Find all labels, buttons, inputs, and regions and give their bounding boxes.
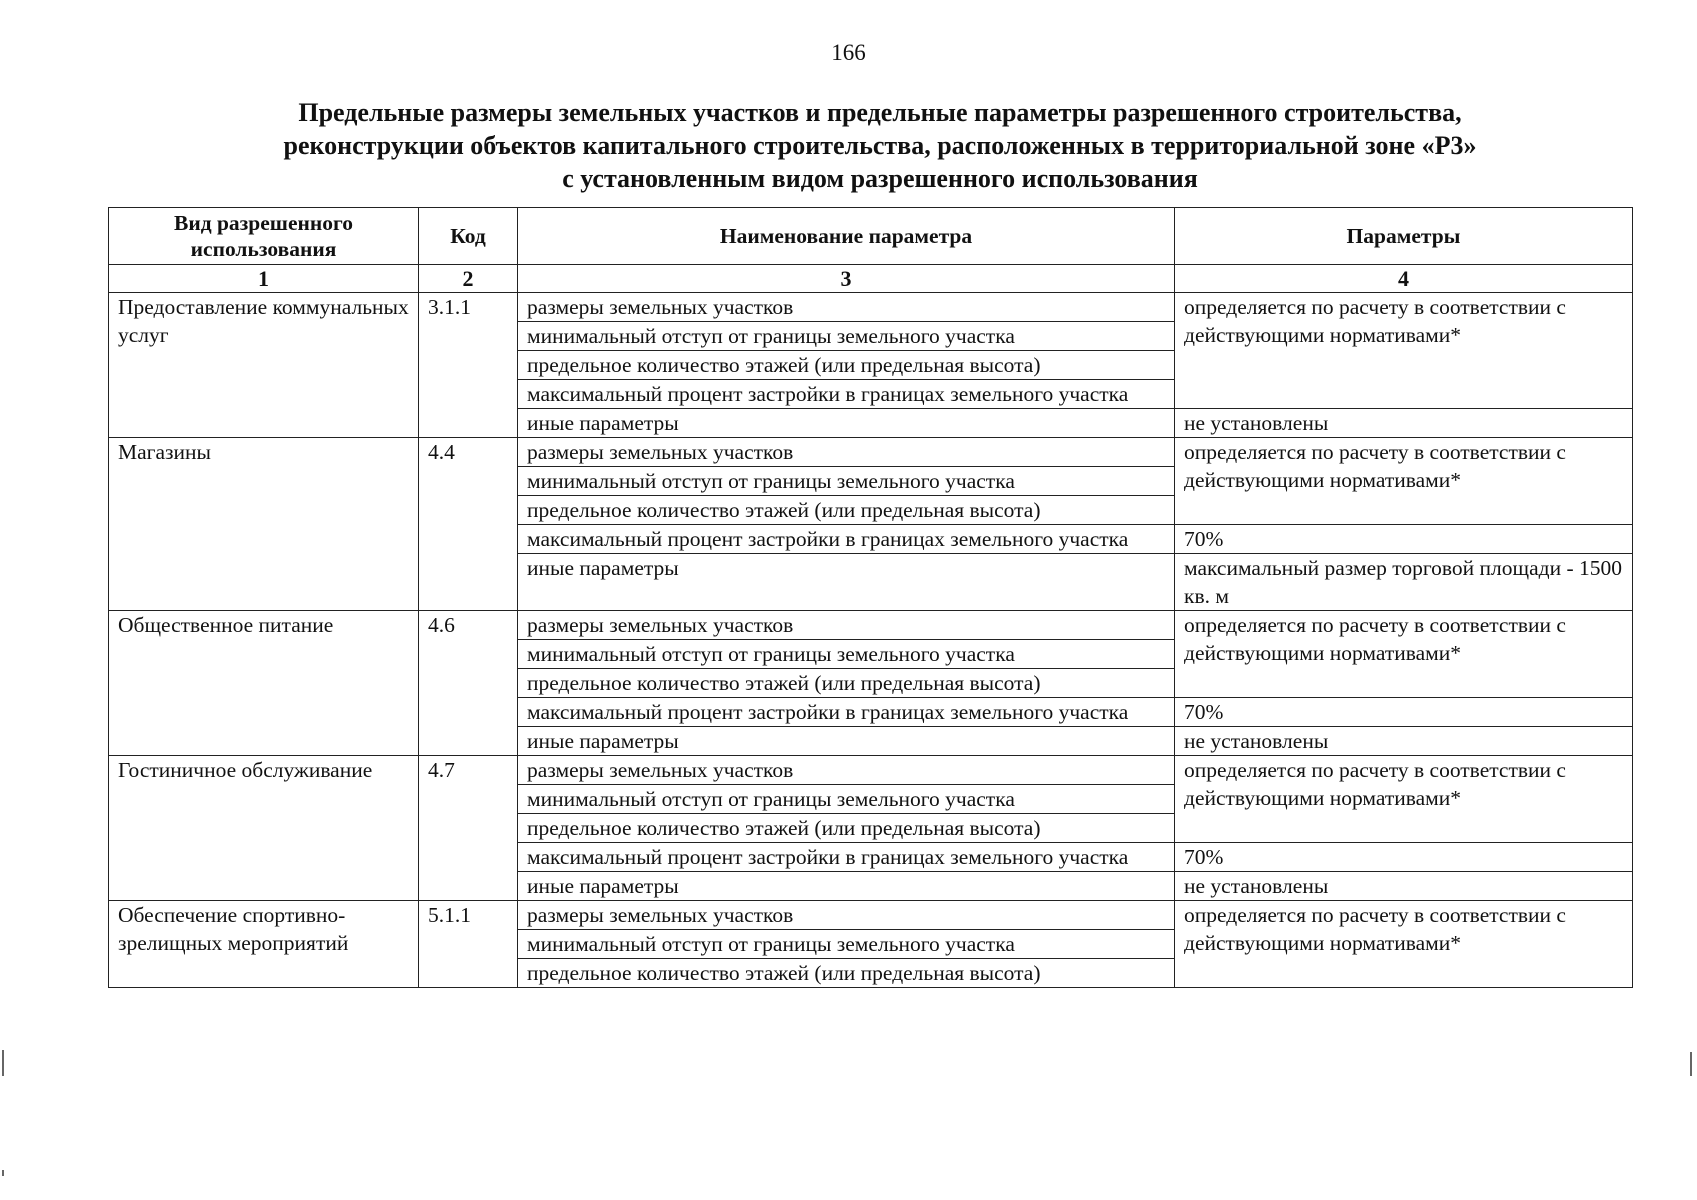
use-type-cell: Обеспечение спортивно-зрелищных мероприятий [109, 901, 419, 988]
parameter-name-cell: иные параметры [518, 409, 1175, 438]
table-row [109, 293, 1633, 322]
column-number: 4 [1175, 265, 1633, 293]
column-number: 2 [419, 265, 518, 293]
scan-edge-mark [2, 1170, 4, 1176]
parameter-value-cell: не установлены [1175, 727, 1633, 756]
parameter-name-cell: предельное количество этажей (или предельная высота) [518, 669, 1175, 698]
table-row [109, 611, 1633, 640]
parameter-name-cell: предельное количество этажей (или предельная высота) [518, 959, 1175, 988]
header-code: Код [419, 208, 518, 265]
parameter-name-cell: максимальный процент застройки в границах земельного участка [518, 843, 1175, 872]
code-cell: 5.1.1 [419, 901, 518, 988]
parameter-name-cell: минимальный отступ от границы земельного участка [518, 640, 1175, 669]
title-line: реконструкции объектов капитального строительства, расположенных в территориальной зоне «Р3» [283, 131, 1477, 160]
parameter-value-cell: определяется по расчету в соответствии с действующими нормативами* [1175, 293, 1633, 409]
use-type-cell: Общественное питание [109, 611, 419, 756]
parameter-name-cell: предельное количество этажей (или предельная высота) [518, 814, 1175, 843]
parameter-name-cell: иные параметры [518, 727, 1175, 756]
parameter-value-cell: определяется по расчету в соответствии с действующими нормативами* [1175, 611, 1633, 698]
parameter-value-cell: 70% [1175, 843, 1633, 872]
column-number-row [109, 265, 1633, 293]
parameter-name-cell: минимальный отступ от границы земельного участка [518, 930, 1175, 959]
column-number: 3 [518, 265, 1175, 293]
header-parameters: Параметры [1175, 208, 1633, 265]
parameter-value-cell: максимальный размер торговой площади - 1500 кв. м [1175, 554, 1633, 611]
scan-edge-mark [1690, 1052, 1692, 1076]
parameter-name-cell: минимальный отступ от границы земельного участка [518, 322, 1175, 351]
header-parameter-name: Наименование параметра [518, 208, 1175, 265]
table-row [109, 438, 1633, 467]
page-number: 166 [831, 40, 866, 65]
parameter-name-cell: размеры земельных участков [518, 438, 1175, 467]
parameter-name-cell: минимальный отступ от границы земельного участка [518, 467, 1175, 496]
parameter-name-cell: предельное количество этажей (или предельная высота) [518, 496, 1175, 525]
code-cell: 4.7 [419, 756, 518, 901]
parameter-name-cell: размеры земельных участков [518, 901, 1175, 930]
parameter-name-cell: иные параметры [518, 872, 1175, 901]
parameter-name-cell: максимальный процент застройки в границах земельного участка [518, 525, 1175, 554]
parameter-name-cell: максимальный процент застройки в границах земельного участка [518, 380, 1175, 409]
code-cell: 4.6 [419, 611, 518, 756]
parameter-name-cell: предельное количество этажей (или предельная высота) [518, 351, 1175, 380]
parameter-value-cell: определяется по расчету в соответствии с действующими нормативами* [1175, 438, 1633, 525]
parameter-value-cell: определяется по расчету в соответствии с действующими нормативами* [1175, 901, 1633, 988]
parameter-name-cell: размеры земельных участков [518, 611, 1175, 640]
code-cell: 4.4 [419, 438, 518, 611]
parameters-table [108, 207, 1633, 988]
document-title [150, 96, 1610, 195]
use-type-cell: Гостиничное обслуживание [109, 756, 419, 901]
code-cell: 3.1.1 [419, 293, 518, 438]
table-row [109, 756, 1633, 785]
parameter-value-cell: определяется по расчету в соответствии с действующими нормативами* [1175, 756, 1633, 843]
use-type-cell: Магазины [109, 438, 419, 611]
title-line: с установленным видом разрешенного использования [562, 164, 1198, 193]
title-line: Предельные размеры земельных участков и предельные параметры разрешенного строительства, [298, 98, 1462, 127]
parameter-name-cell: минимальный отступ от границы земельного участка [518, 785, 1175, 814]
use-type-cell: Предоставление коммунальных услуг [109, 293, 419, 438]
parameter-value-cell: не установлены [1175, 409, 1633, 438]
parameter-name-cell: максимальный процент застройки в границах земельного участка [518, 698, 1175, 727]
table-header-row [109, 208, 1633, 265]
column-number: 1 [109, 265, 419, 293]
parameter-value-cell: не установлены [1175, 872, 1633, 901]
parameter-name-cell: размеры земельных участков [518, 756, 1175, 785]
scan-edge-mark [2, 1050, 4, 1076]
parameter-name-cell: размеры земельных участков [518, 293, 1175, 322]
parameter-name-cell: иные параметры [518, 554, 1175, 611]
parameter-value-cell: 70% [1175, 698, 1633, 727]
table-row [109, 901, 1633, 930]
header-use-type: Вид разрешенного использования [109, 208, 419, 265]
parameter-value-cell: 70% [1175, 525, 1633, 554]
